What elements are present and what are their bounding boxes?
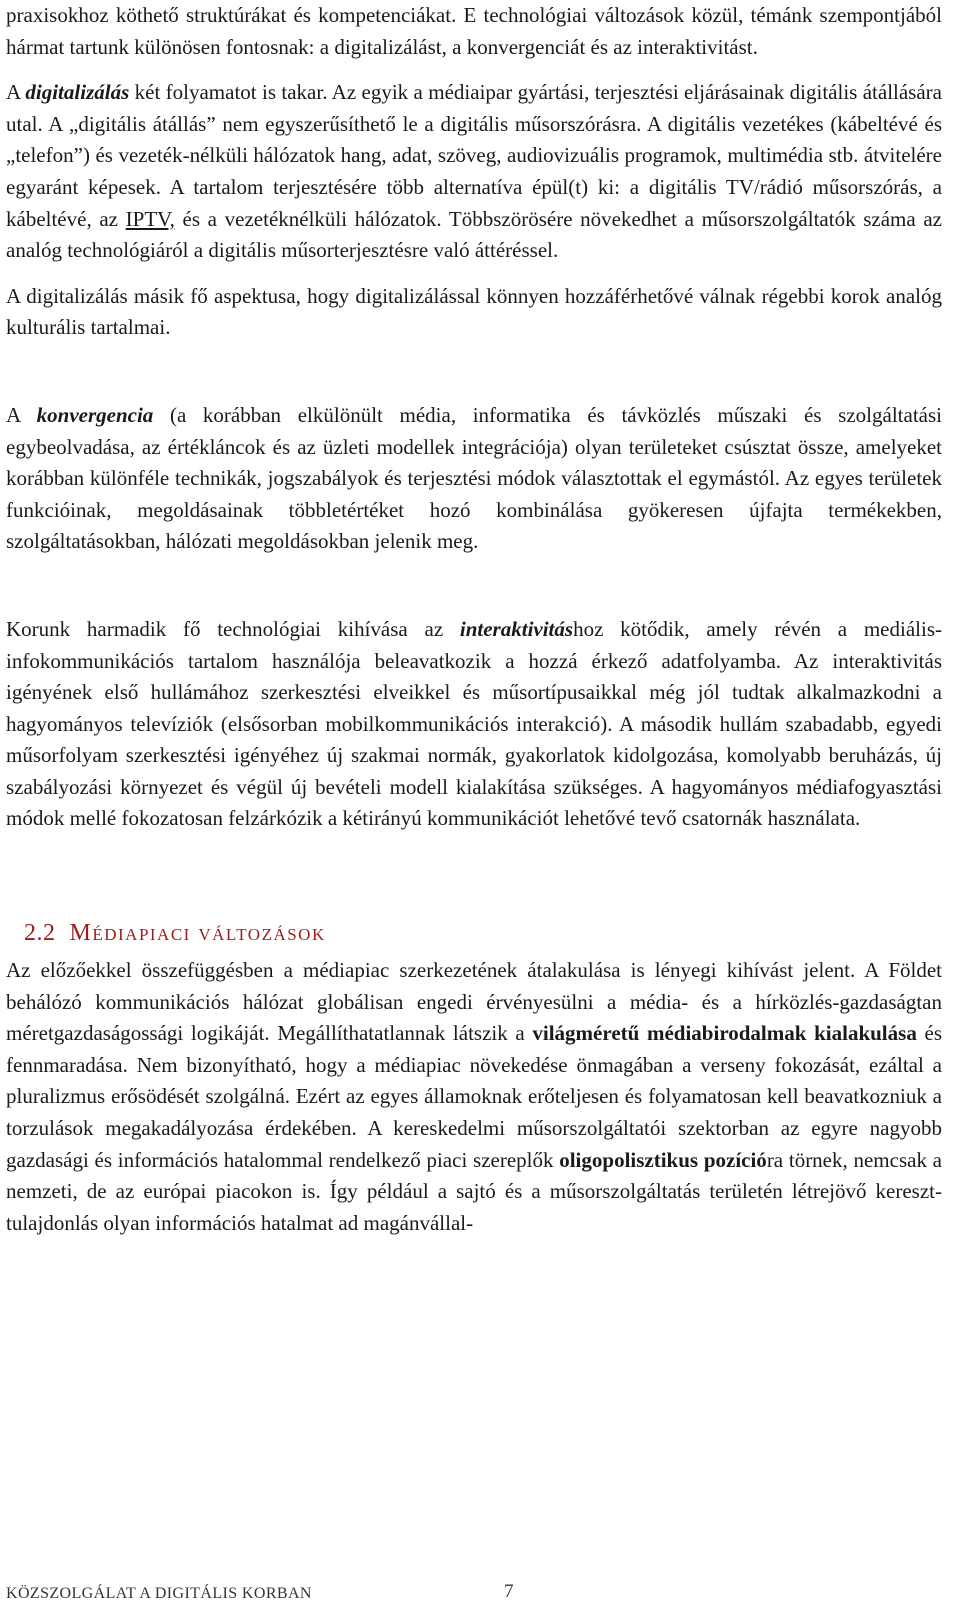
text-run: A: [6, 402, 37, 427]
iptv-link[interactable]: IPTV,: [125, 206, 175, 231]
term-digitalization: digitalizálás: [25, 80, 130, 105]
text-run: hoz kötődik, amely révén a mediális-infokommunikációs tartalom használója beleavatkozik a hozzá érkező adatfolyamba. Az interaktivitás igényének első hullámához szerkesztési elveikkel és műsortípusaikkal még jól tudtak alkalmazkodni a hagyományos televíziók (elsősorban mobilkommunikációs interakció). A második hullám szabadabb, egyedi műsorfolyam szerkesztési igényéhez új szakmai normák, gyakorlatok kidolgozása, komolyabb beruházás, új szabályozási környezet és végül új bevételi modell kialakítása szükséges. A hagyományos médiafogyasztási módok mellé fokozatosan felzárkózik a kétirányú kommunikációt lehetővé tevő csatornák használata.: [6, 616, 942, 831]
text-run: ra törnek, nemcsak a nemzeti, de az európai piacokon is. Így például a sajtó és a műsorszolgáltatás területén létrejövő kereszt-tulajdonlás olyan információs hatalmat ad magánvállal-: [6, 1147, 943, 1235]
page-number: 7: [504, 1581, 514, 1600]
text-run: és a vezetéknélküli hálózatok. Többszörösére növekedhet a műsorszolgáltatók száma az analóg technológiáról a digitális műsorterjesztésre való áttéréssel.: [6, 206, 942, 263]
bold-media-empires: világméretű médiabirodalmak kialakulása: [532, 1021, 917, 1046]
term-convergence: konvergencia: [36, 402, 154, 427]
text-run: A: [6, 80, 26, 105]
page-footer: [6, 1574, 942, 1600]
footer-title: KÖZSZOLGÁLAT A DIGITÁLIS KORBAN: [6, 1585, 312, 1600]
bold-oligopolistic-position: oligopolisztikus pozíció: [559, 1147, 767, 1172]
paragraph-media-market: [6, 955, 942, 1239]
paragraph-digitalization-aspect: A digitalizálás másik fő aspektusa, hogy digitalizálással könnyen hozzáférhetővé válnak régebbi korok analóg kulturális tartalmai.: [6, 283, 942, 340]
paragraph-interactivity: [6, 614, 942, 835]
section-title: Médiapiaci változások: [69, 920, 326, 947]
term-interactivity: interaktivitás: [459, 616, 574, 641]
section-number: 2.2: [24, 920, 56, 947]
text-run: (a korábban elkülönült média, informatika és távközlés műszaki és szolgáltatási egybeolvadása, az értékláncok és az üzleti modellek integrációja) olyan területeket csúsztat össze, amelyeket korábban különféle technikák, jogszabályok és terjesztési módok választottak el egymástól. Az egyes területek funkcióinak, megoldásainak többletértéket hozó kombinálása gyökeresen újfajta termékekben, szolgáltatásokban, hálózati megoldásokban jelenik meg.: [6, 402, 942, 554]
paragraph-convergence: [6, 400, 942, 558]
paragraph-digitalization: [6, 77, 942, 267]
text-run: Korunk harmadik fő technológiai kihívása az: [6, 616, 460, 641]
text-run: Az előzőekkel összefüggésben a médiapiac szerkezetének átalakulása is lényegi kihívást jelent. A Földet behálózó kommunikációs hálózat globálisan engedi érvényesülni a média- és a hírközlés-gazdaságtan méretgazdaságossági logikáját. Megállíthatatlannak látszik a: [6, 958, 942, 1046]
section-heading: [6, 917, 942, 949]
paragraph-intro-continuation: praxisokhoz köthető struktúrákat és kompetenciákat. E technológiai változások közül, témánk szempontjából hármat tartunk különösen fontosnak: a digitalizálást, a konvergenciát és az interaktivitást.: [6, 3, 942, 59]
text-run: és fennmaradása. Nem bizonyítható, hogy a médiapiac növekedése önmagában a verseny fokozását, ezáltal a pluralizmus erősödését szolgálná. Ezért az egyes államoknak erőteljesen és folyamatosan kell beavatkozniuk a torzulások megakadályozása érdekében. A kereskedelmi műsorszolgáltatói szektorban az egyre nagyobb gazdasági és információs hatalommal rendelkező piaci szereplők: [6, 1021, 942, 1172]
text-run: két folyamatot is takar. Az egyik a médiaipar gyártási, terjesztési eljárásainak digitális átállására utal. A „digitális átállás” nem egyszerűsíthető le a digitális műsorszórásra. A digitális vezetékes (kábeltévé és „telefon”) és vezeték-nélküli hálózatok hang, adat, szöveg, audiovizuális programok, multimédia stb. átvitelére egyaránt képesek. A tartalom terjesztésére több alternatíva épül(t) ki: a digitális TV/rádió műsorszórás, a kábeltévé, az: [6, 80, 942, 231]
